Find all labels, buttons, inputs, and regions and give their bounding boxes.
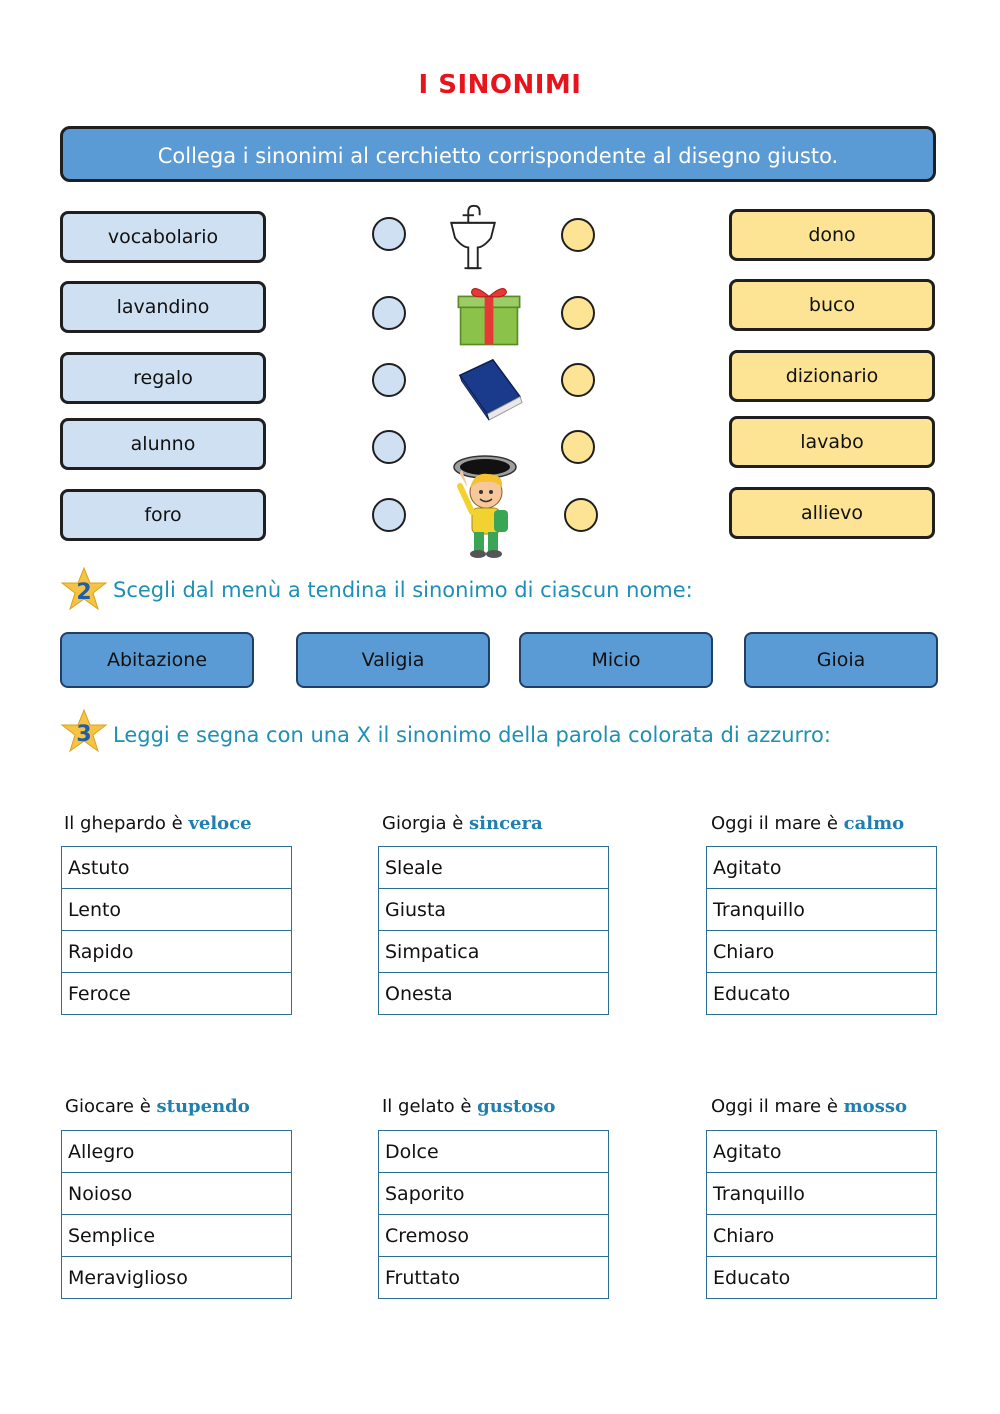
option-cell[interactable]: Tranquillo xyxy=(707,1173,937,1215)
option-cell[interactable]: Feroce xyxy=(62,973,292,1015)
options-table xyxy=(378,846,609,1015)
highlight-word: calmo xyxy=(843,813,905,834)
left-word-box[interactable]: vocabolario xyxy=(60,211,266,263)
left-word-box[interactable]: alunno xyxy=(60,418,266,470)
highlight-word: stupendo xyxy=(156,1096,250,1117)
left-word-box[interactable]: foro xyxy=(60,489,266,541)
right-connector-circle[interactable] xyxy=(561,363,595,397)
question-label: Oggi il mare è mosso xyxy=(711,1096,907,1117)
right-word-box[interactable]: lavabo xyxy=(729,416,935,468)
star-number-icon xyxy=(60,566,108,612)
option-cell[interactable]: Semplice xyxy=(62,1215,292,1257)
instruction-banner: Collega i sinonimi al cerchietto corrispondente al disegno giusto. xyxy=(60,126,936,182)
right-connector-circle[interactable] xyxy=(564,498,598,532)
option-cell[interactable]: Dolce xyxy=(379,1131,609,1173)
option-cell[interactable]: Lento xyxy=(62,889,292,931)
option-cell[interactable]: Chiaro xyxy=(707,931,937,973)
right-word-box[interactable]: dono xyxy=(729,209,935,261)
gift-icon xyxy=(454,280,524,350)
option-cell[interactable]: Onesta xyxy=(379,973,609,1015)
option-cell[interactable]: Agitato xyxy=(707,847,937,889)
left-word-box[interactable]: lavandino xyxy=(60,281,266,333)
section2-heading: Scegli dal menù a tendina il sinonimo di ciascun nome: xyxy=(113,578,693,602)
option-cell[interactable]: Educato xyxy=(707,1257,937,1299)
left-connector-circle[interactable] xyxy=(372,363,406,397)
sink-icon xyxy=(438,202,508,272)
option-cell[interactable]: Giusta xyxy=(379,889,609,931)
question-label: Il gelato è gustoso xyxy=(382,1096,556,1117)
option-cell[interactable]: Noioso xyxy=(62,1173,292,1215)
dropdown-valigia[interactable]: Valigia xyxy=(296,632,490,688)
left-connector-circle[interactable] xyxy=(372,498,406,532)
right-connector-circle[interactable] xyxy=(561,430,595,464)
question-label: Giocare è stupendo xyxy=(65,1096,250,1117)
question-label: Oggi il mare è calmo xyxy=(711,813,905,834)
highlight-word: gustoso xyxy=(477,1096,556,1117)
option-cell[interactable]: Allegro xyxy=(62,1131,292,1173)
right-word-box[interactable]: buco xyxy=(729,279,935,331)
option-cell[interactable]: Rapido xyxy=(62,931,292,973)
highlight-word: veloce xyxy=(188,813,252,834)
left-connector-circle[interactable] xyxy=(372,296,406,330)
options-table xyxy=(61,1130,292,1299)
question-label: Giorgia è sincera xyxy=(382,813,543,834)
section-number: 2 xyxy=(76,580,92,605)
option-cell[interactable]: Astuto xyxy=(62,847,292,889)
right-connector-circle[interactable] xyxy=(561,296,595,330)
option-cell[interactable]: Sleale xyxy=(379,847,609,889)
left-connector-circle[interactable] xyxy=(372,217,406,251)
child-icon xyxy=(448,468,518,560)
dropdown-abitazione[interactable]: Abitazione xyxy=(60,632,254,688)
right-word-box[interactable]: dizionario xyxy=(729,350,935,402)
option-cell[interactable]: Cremoso xyxy=(379,1215,609,1257)
option-cell[interactable]: Simpatica xyxy=(379,931,609,973)
dropdown-micio[interactable]: Micio xyxy=(519,632,713,688)
option-cell[interactable]: Fruttato xyxy=(379,1257,609,1299)
option-cell[interactable]: Saporito xyxy=(379,1173,609,1215)
options-table xyxy=(61,846,292,1015)
section-number: 3 xyxy=(76,722,92,747)
right-word-box[interactable]: allievo xyxy=(729,487,935,539)
option-cell[interactable]: Chiaro xyxy=(707,1215,937,1257)
option-cell[interactable]: Tranquillo xyxy=(707,889,937,931)
options-table xyxy=(706,846,937,1015)
left-word-box[interactable]: regalo xyxy=(60,352,266,404)
section3-heading: Leggi e segna con una X il sinonimo della parola colorata di azzurro: xyxy=(113,723,831,747)
left-connector-circle[interactable] xyxy=(372,430,406,464)
dropdown-gioia[interactable]: Gioia xyxy=(744,632,938,688)
option-cell[interactable]: Meraviglioso xyxy=(62,1257,292,1299)
right-connector-circle[interactable] xyxy=(561,218,595,252)
star-number-icon xyxy=(60,708,108,754)
highlight-word: mosso xyxy=(843,1096,907,1117)
page-title: I SINONIMI xyxy=(418,70,582,100)
options-table xyxy=(706,1130,937,1299)
highlight-word: sincera xyxy=(469,813,543,834)
option-cell[interactable]: Educato xyxy=(707,973,937,1015)
question-label: Il ghepardo è veloce xyxy=(64,813,252,834)
book-icon xyxy=(454,352,524,422)
options-table xyxy=(378,1130,609,1299)
option-cell[interactable]: Agitato xyxy=(707,1131,937,1173)
